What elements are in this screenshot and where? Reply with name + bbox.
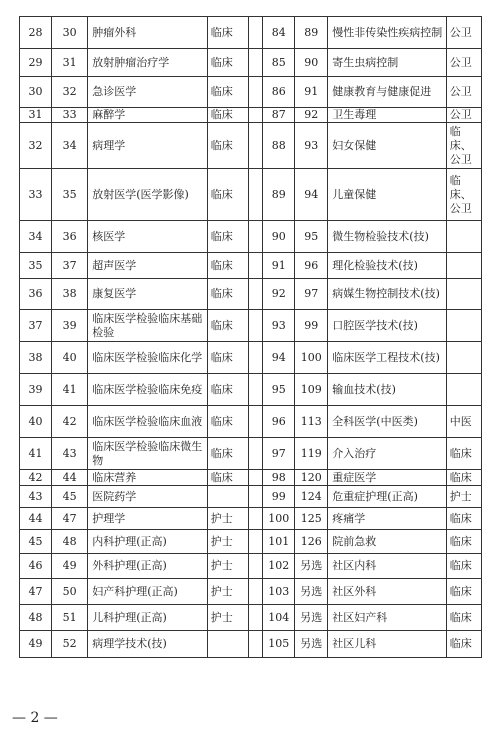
specialty-code: 33	[52, 108, 88, 123]
row-index: 41	[20, 438, 52, 470]
specialty-name: 危重症护理(正高)	[328, 486, 446, 508]
specialty-name: 临床医学工程技术(技)	[328, 342, 446, 374]
table-row	[20, 508, 482, 530]
specialty-type: 中医	[446, 406, 481, 438]
specialty-name: 临床营养	[88, 470, 208, 486]
row-index: 43	[20, 486, 52, 508]
row-index: 44	[20, 508, 52, 530]
specialty-name: 社区儿科	[328, 631, 446, 658]
specialty-type: 临床	[207, 438, 249, 470]
specialty-name: 健康教育与健康促进	[328, 77, 446, 108]
specialty-name: 微生物检验技术(技)	[328, 221, 446, 253]
specialty-name: 妇产科护理(正高)	[88, 579, 208, 605]
specialty-name: 妇女保健	[328, 123, 446, 169]
table-row	[20, 169, 482, 221]
specialty-name: 输血技术(技)	[328, 374, 446, 406]
specialty-name: 临床医学检验临床免疫	[88, 374, 208, 406]
row-index: 47	[20, 579, 52, 605]
row-index: 46	[20, 554, 52, 579]
specialty-table	[19, 16, 482, 658]
specialty-type: 临床	[446, 605, 481, 631]
column-gap	[249, 123, 263, 169]
column-gap	[249, 470, 263, 486]
row-index: 90	[263, 221, 295, 253]
specialty-code: 另选	[295, 631, 328, 658]
specialty-type: 临床	[207, 169, 249, 221]
specialty-type: 临床	[207, 49, 249, 77]
specialty-code: 49	[52, 554, 88, 579]
specialty-name: 病理学	[88, 123, 208, 169]
specialty-name: 康复医学	[88, 279, 208, 310]
table-row	[20, 631, 482, 658]
column-gap	[249, 554, 263, 579]
specialty-code: 41	[52, 374, 88, 406]
table-row	[20, 221, 482, 253]
row-index: 34	[20, 221, 52, 253]
column-gap	[249, 77, 263, 108]
specialty-type	[207, 486, 249, 508]
specialty-code: 109	[295, 374, 328, 406]
specialty-type: 临床、公卫	[446, 169, 481, 221]
specialty-code: 126	[295, 530, 328, 554]
specialty-type: 公卫	[446, 49, 481, 77]
specialty-name: 社区外科	[328, 579, 446, 605]
row-index: 35	[20, 253, 52, 279]
specialty-code: 92	[295, 108, 328, 123]
row-index: 39	[20, 374, 52, 406]
specialty-name: 介入治疗	[328, 438, 446, 470]
specialty-type: 临床	[207, 108, 249, 123]
document-page	[19, 16, 482, 658]
column-gap	[249, 342, 263, 374]
specialty-name: 社区内科	[328, 554, 446, 579]
specialty-type	[446, 374, 481, 406]
column-gap	[249, 438, 263, 470]
specialty-name: 医院药学	[88, 486, 208, 508]
specialty-name: 疼痛学	[328, 508, 446, 530]
specialty-code: 125	[295, 508, 328, 530]
column-gap	[249, 279, 263, 310]
specialty-name: 临床医学检验临床化学	[88, 342, 208, 374]
specialty-type: 护士	[207, 579, 249, 605]
specialty-code: 40	[52, 342, 88, 374]
specialty-name: 超声医学	[88, 253, 208, 279]
specialty-code: 另选	[295, 554, 328, 579]
specialty-name: 口腔医学技术(技)	[328, 310, 446, 342]
specialty-type: 临床	[207, 470, 249, 486]
specialty-name: 理化检验技术(技)	[328, 253, 446, 279]
specialty-code: 45	[52, 486, 88, 508]
specialty-type: 临床	[207, 310, 249, 342]
specialty-name: 外科护理(正高)	[88, 554, 208, 579]
row-index: 45	[20, 530, 52, 554]
column-gap	[249, 17, 263, 49]
specialty-code: 50	[52, 579, 88, 605]
page-number: — 2 —	[12, 710, 58, 726]
specialty-code: 另选	[295, 579, 328, 605]
specialty-code: 93	[295, 123, 328, 169]
table-row	[20, 77, 482, 108]
specialty-name: 全科医学(中医类)	[328, 406, 446, 438]
specialty-code: 44	[52, 470, 88, 486]
row-index: 33	[20, 169, 52, 221]
table-row	[20, 49, 482, 77]
specialty-type: 临床	[207, 279, 249, 310]
column-gap	[249, 253, 263, 279]
column-gap	[249, 486, 263, 508]
row-index: 91	[263, 253, 295, 279]
specialty-type: 临床	[207, 17, 249, 49]
specialty-type: 临床	[207, 221, 249, 253]
specialty-type: 护士	[207, 530, 249, 554]
specialty-type: 临床	[446, 438, 481, 470]
specialty-code: 38	[52, 279, 88, 310]
row-index: 86	[263, 77, 295, 108]
row-index: 92	[263, 279, 295, 310]
row-index: 101	[263, 530, 295, 554]
specialty-name: 卫生毒理	[328, 108, 446, 123]
row-index: 98	[263, 470, 295, 486]
specialty-name: 儿童保健	[328, 169, 446, 221]
table-row	[20, 17, 482, 49]
table-row	[20, 438, 482, 470]
row-index: 48	[20, 605, 52, 631]
specialty-name: 病理学技术(技)	[88, 631, 208, 658]
column-gap	[249, 310, 263, 342]
specialty-type: 临床	[446, 470, 481, 486]
specialty-type	[446, 310, 481, 342]
specialty-type: 护士	[446, 486, 481, 508]
row-index: 93	[263, 310, 295, 342]
specialty-type	[446, 253, 481, 279]
row-index: 38	[20, 342, 52, 374]
specialty-code: 96	[295, 253, 328, 279]
column-gap	[249, 374, 263, 406]
row-index: 102	[263, 554, 295, 579]
specialty-type	[446, 221, 481, 253]
table-row	[20, 470, 482, 486]
table-row	[20, 579, 482, 605]
specialty-type: 护士	[207, 554, 249, 579]
specialty-type: 临床	[446, 631, 481, 658]
specialty-name: 急诊医学	[88, 77, 208, 108]
specialty-type: 临床	[207, 123, 249, 169]
table-row	[20, 108, 482, 123]
specialty-type: 临床	[207, 374, 249, 406]
specialty-name: 麻醉学	[88, 108, 208, 123]
table-row	[20, 342, 482, 374]
specialty-name: 院前急救	[328, 530, 446, 554]
specialty-code: 39	[52, 310, 88, 342]
specialty-type: 临床	[446, 530, 481, 554]
specialty-code: 124	[295, 486, 328, 508]
specialty-code: 43	[52, 438, 88, 470]
column-gap	[249, 508, 263, 530]
specialty-name: 临床医学检验临床基础检验	[88, 310, 208, 342]
table-row	[20, 279, 482, 310]
specialty-code: 97	[295, 279, 328, 310]
row-index: 88	[263, 123, 295, 169]
specialty-type: 临床、公卫	[446, 123, 481, 169]
table-row	[20, 310, 482, 342]
row-index: 30	[20, 77, 52, 108]
specialty-code: 113	[295, 406, 328, 438]
column-gap	[249, 169, 263, 221]
specialty-code: 另选	[295, 605, 328, 631]
specialty-code: 42	[52, 406, 88, 438]
table-row	[20, 374, 482, 406]
specialty-code: 31	[52, 49, 88, 77]
table-row	[20, 123, 482, 169]
row-index: 28	[20, 17, 52, 49]
specialty-type: 公卫	[446, 17, 481, 49]
row-index: 31	[20, 108, 52, 123]
table-row	[20, 253, 482, 279]
column-gap	[249, 579, 263, 605]
specialty-type	[446, 279, 481, 310]
specialty-type: 临床	[446, 579, 481, 605]
specialty-code: 47	[52, 508, 88, 530]
specialty-code: 94	[295, 169, 328, 221]
row-index: 85	[263, 49, 295, 77]
column-gap	[249, 406, 263, 438]
row-index: 87	[263, 108, 295, 123]
specialty-name: 护理学	[88, 508, 208, 530]
column-gap	[249, 49, 263, 77]
column-gap	[249, 221, 263, 253]
specialty-name: 放射肿瘤治疗学	[88, 49, 208, 77]
specialty-code: 30	[52, 17, 88, 49]
specialty-name: 寄生虫病控制	[328, 49, 446, 77]
row-index: 42	[20, 470, 52, 486]
specialty-name: 临床医学检验临床微生物	[88, 438, 208, 470]
specialty-code: 119	[295, 438, 328, 470]
specialty-code: 89	[295, 17, 328, 49]
specialty-code: 35	[52, 169, 88, 221]
row-index: 89	[263, 169, 295, 221]
specialty-code: 91	[295, 77, 328, 108]
row-index: 96	[263, 406, 295, 438]
specialty-type: 护士	[207, 508, 249, 530]
table-row	[20, 554, 482, 579]
row-index: 49	[20, 631, 52, 658]
row-index: 97	[263, 438, 295, 470]
specialty-name: 临床医学检验临床血液	[88, 406, 208, 438]
specialty-type: 临床	[207, 253, 249, 279]
row-index: 40	[20, 406, 52, 438]
specialty-code: 90	[295, 49, 328, 77]
table-row	[20, 486, 482, 508]
specialty-code: 95	[295, 221, 328, 253]
specialty-code: 32	[52, 77, 88, 108]
row-index: 84	[263, 17, 295, 49]
specialty-type: 临床	[207, 342, 249, 374]
specialty-name: 病媒生物控制技术(技)	[328, 279, 446, 310]
specialty-type: 护士	[207, 605, 249, 631]
row-index: 99	[263, 486, 295, 508]
specialty-code: 120	[295, 470, 328, 486]
table-row	[20, 605, 482, 631]
specialty-type: 临床	[446, 554, 481, 579]
specialty-name: 儿科护理(正高)	[88, 605, 208, 631]
specialty-code: 52	[52, 631, 88, 658]
specialty-name: 内科护理(正高)	[88, 530, 208, 554]
specialty-code: 100	[295, 342, 328, 374]
specialty-name: 社区妇产科	[328, 605, 446, 631]
specialty-code: 48	[52, 530, 88, 554]
row-index: 32	[20, 123, 52, 169]
row-index: 100	[263, 508, 295, 530]
column-gap	[249, 605, 263, 631]
table-row	[20, 530, 482, 554]
column-gap	[249, 530, 263, 554]
row-index: 103	[263, 579, 295, 605]
specialty-code: 36	[52, 221, 88, 253]
specialty-type	[446, 342, 481, 374]
row-index: 104	[263, 605, 295, 631]
specialty-type: 临床	[446, 508, 481, 530]
row-index: 29	[20, 49, 52, 77]
specialty-type: 公卫	[446, 77, 481, 108]
row-index: 95	[263, 374, 295, 406]
specialty-name: 重症医学	[328, 470, 446, 486]
column-gap	[249, 631, 263, 658]
row-index: 105	[263, 631, 295, 658]
specialty-code: 99	[295, 310, 328, 342]
specialty-name: 核医学	[88, 221, 208, 253]
row-index: 94	[263, 342, 295, 374]
specialty-name: 放射医学(医学影像)	[88, 169, 208, 221]
column-gap	[249, 108, 263, 123]
specialty-name: 慢性非传染性疾病控制	[328, 17, 446, 49]
specialty-type: 公卫	[446, 108, 481, 123]
specialty-type: 临床	[207, 77, 249, 108]
specialty-code: 34	[52, 123, 88, 169]
row-index: 36	[20, 279, 52, 310]
specialty-type	[207, 631, 249, 658]
table-row	[20, 406, 482, 438]
row-index: 37	[20, 310, 52, 342]
specialty-code: 51	[52, 605, 88, 631]
specialty-type: 临床	[207, 406, 249, 438]
specialty-code: 37	[52, 253, 88, 279]
specialty-name: 肿瘤外科	[88, 17, 208, 49]
